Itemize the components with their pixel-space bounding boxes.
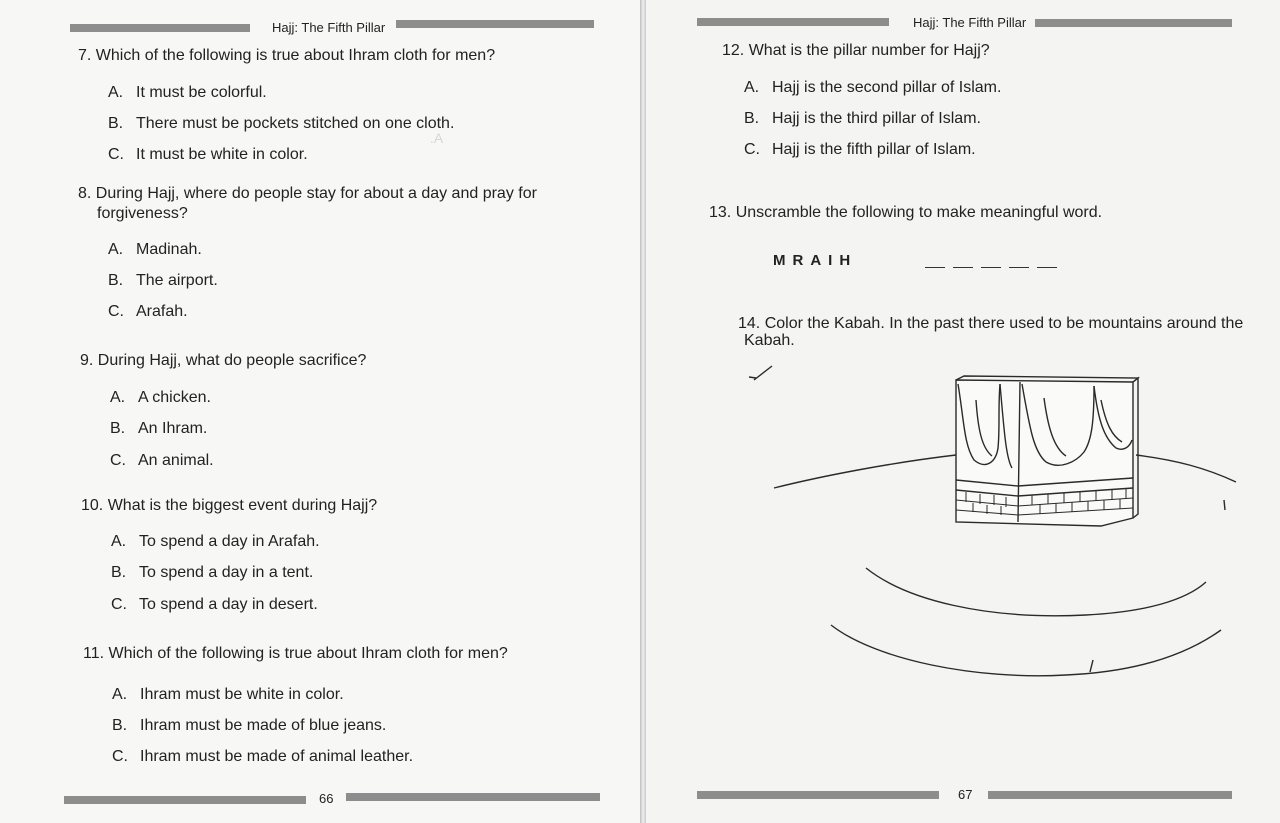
bleed-through: .A: [430, 130, 444, 146]
q8-option-c[interactable]: C. Arafah.: [108, 303, 188, 320]
question-7: 7. Which of the following is true about Ihram cloth for men?: [78, 47, 496, 64]
kaaba-coloring-illustration[interactable]: [646, 0, 1280, 823]
question-14: 14. Color the Kabah. In the past there used to be mountains around the: [738, 315, 1244, 332]
q7-option-c[interactable]: C. It must be white in color.: [108, 146, 308, 163]
q9-option-a[interactable]: A. A chicken.: [110, 389, 211, 406]
scrambled-word: MRAIH: [773, 252, 858, 269]
question-14-continued: Kabah.: [744, 332, 795, 349]
page-number: 67: [958, 787, 973, 802]
q11-option-a[interactable]: A. Ihram must be white in color.: [112, 686, 344, 703]
q9-option-b[interactable]: B. An Ihram.: [110, 420, 208, 437]
header-bar-left: [70, 24, 250, 32]
q12-option-c[interactable]: C. Hajj is the fifth pillar of Islam.: [744, 141, 976, 158]
question-13: 13. Unscramble the following to make meaningful word.: [709, 204, 1103, 221]
question-8-continued: forgiveness?: [97, 205, 188, 222]
question-10: 10. What is the biggest event during Hajj?: [81, 497, 378, 514]
q10-option-a[interactable]: A. To spend a day in Arafah.: [111, 533, 320, 550]
header-title: Hajj: The Fifth Pillar: [913, 15, 1027, 30]
question-9: 9. During Hajj, what do people sacrifice?: [80, 352, 367, 369]
hill-curve-2: [831, 625, 1221, 676]
header-bar-right: [396, 20, 594, 28]
header-title: Hajj: The Fifth Pillar: [272, 20, 386, 35]
q7-option-a[interactable]: A. It must be colorful.: [108, 84, 267, 101]
q11-option-b[interactable]: B. Ihram must be made of blue jeans.: [112, 717, 387, 734]
q7-option-b[interactable]: B. There must be pockets stitched on one cloth.: [108, 115, 455, 132]
hill-line-right: [1136, 455, 1236, 482]
question-8: 8. During Hajj, where do people stay for about a day and pray for: [78, 185, 537, 202]
pencil-mark: [754, 366, 772, 380]
footer-bar-right: [346, 793, 600, 801]
q8-option-a[interactable]: A. Madinah.: [108, 241, 202, 258]
q10-option-c[interactable]: C. To spend a day in desert.: [111, 596, 318, 613]
q12-option-a[interactable]: A. Hajj is the second pillar of Islam.: [744, 79, 1002, 96]
question-11: 11. Which of the following is true about Ihram cloth for men?: [83, 645, 508, 662]
page-number: 66: [319, 791, 334, 806]
right-page: [646, 0, 1280, 823]
q10-option-b[interactable]: B. To spend a day in a tent.: [111, 564, 314, 581]
footer-bar-right: [988, 791, 1232, 799]
hill-curve-1: [866, 568, 1206, 616]
q12-option-b[interactable]: B. Hajj is the third pillar of Islam.: [744, 110, 981, 127]
hill-line-left: [774, 455, 956, 488]
q9-option-c[interactable]: C. An animal.: [110, 452, 214, 469]
q8-option-b[interactable]: B. The airport.: [108, 272, 218, 289]
question-12: 12. What is the pillar number for Hajj?: [722, 42, 990, 59]
q11-option-c[interactable]: C. Ihram must be made of animal leather.: [112, 748, 414, 765]
footer-bar-left: [697, 791, 939, 799]
footer-bar-left: [64, 796, 306, 804]
